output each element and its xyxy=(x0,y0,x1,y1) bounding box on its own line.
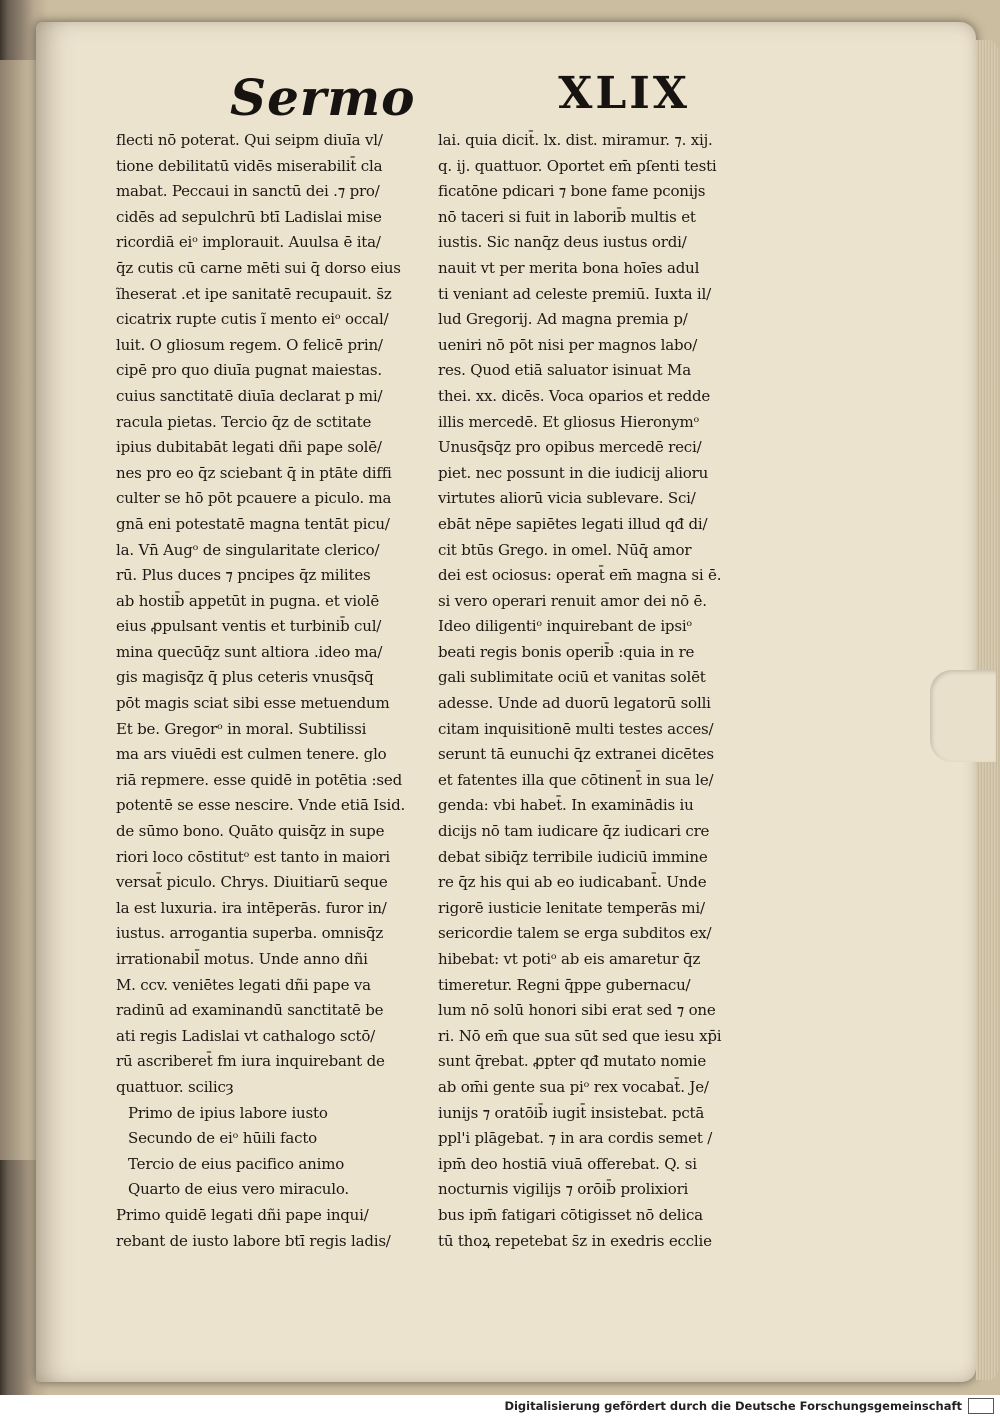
text-line: piet. nec possunt in die iudicij alioru xyxy=(438,463,709,482)
text-line: sericordie talem se erga subditos ex/ xyxy=(438,924,712,943)
text-line: gis magisq̄z q̄ plus ceteris vnusq̄sq̄ xyxy=(116,668,374,687)
text-line: iustus. arrogantia superba. omnisq̄z xyxy=(116,924,384,943)
text-line: Et be. Gregorᵒ in moral. Subtilissi xyxy=(116,719,367,738)
text-line: ti veniant ad celeste premiū. Iuxta il/ xyxy=(438,284,711,303)
text-line: re q̄z his qui ab eo iudicabant̄. Unde xyxy=(438,873,707,892)
text-line: debat sibiq̄z terribile iudiciū immine xyxy=(438,847,708,866)
text-line: cit btūs Grego. in omel. Nūq̄ amor xyxy=(438,540,692,559)
text-line: versat̄ piculo. Chrys. Diuitiarū seque xyxy=(116,873,388,892)
footer-bar xyxy=(0,1395,1000,1417)
text-line: nō taceri si fuit in laborib̄ multis et xyxy=(438,207,696,226)
text-line: riori loco cōstitutᵒ est tanto in maiori xyxy=(116,847,390,866)
text-line: potentē se esse nescire. Vnde etiā Isid. xyxy=(116,796,406,815)
text-line: rū. Plus duces ⁊ pncipes q̄z milites xyxy=(116,566,371,585)
text-line: cuius sanctitatē diuīa declarat p mi/ xyxy=(116,386,383,405)
text-line: tione debilitatū vidēs miserabilit̄ cla xyxy=(116,156,383,175)
text-line: radinū ad examinandū sanctitatē be xyxy=(116,1001,384,1020)
text-line: serunt tā eunuchi q̄z extranei dicētes xyxy=(438,745,714,764)
text-line: ri. Nō em̄ que sua sūt sed que iesu xp̄i xyxy=(438,1026,722,1045)
page-header xyxy=(230,68,690,128)
list-item: Tercio de eius pacifico animo xyxy=(128,1154,345,1173)
text-line: cicatrix rupte cutis ĩ mento eiᵒ occal/ xyxy=(116,310,389,329)
text-line: ricordiā eiᵒ implorauit. Auulsa ē ita/ xyxy=(116,233,381,252)
text-line: gali sublimitate ociū et vanitas solēt xyxy=(438,668,706,687)
text-line: iustis. Sic nanq̄z deus iustus ordi/ xyxy=(438,233,687,252)
text-line: ĩheserat .et ipe sanitatē recupauit. s̄z xyxy=(116,284,392,303)
text-line: dei est ociosus: operat̄ em̄ magna si ē. xyxy=(438,566,722,585)
text-line: et fatentes illa que cōtinent̄ in sua le/ xyxy=(438,770,714,789)
text-line: tū thoꝝ repetebat s̄z in exedris ecclie xyxy=(438,1231,712,1250)
right-column xyxy=(438,128,768,1254)
text-line: dicijs nō tam iudicare q̄z iudicari cre xyxy=(438,822,710,841)
text-line: irrationabil̄ motus. Unde anno dñi xyxy=(116,950,368,968)
text-line: virtutes aliorū vicia sublevare. Sci/ xyxy=(438,489,696,508)
text-line: flecti nō poterat. Qui seipm diuīa vl/ xyxy=(116,131,383,149)
text-line: bus ipm̄ fatigari cōtigisset nō delica xyxy=(438,1205,703,1224)
text-line: q. ij. quattuor. Oportet em̄ pſenti testi xyxy=(438,156,717,175)
list-item: Quarto de eius vero miraculo. xyxy=(128,1180,349,1199)
text-line: riā repmere. esse quidē in potētia :sed xyxy=(116,770,402,789)
text-line: mabat. Peccaui in sanctū dei .⁊ pro/ xyxy=(116,182,380,201)
text-line: eius ꝓpulsant ventis et turbinib̄ cul/ xyxy=(116,617,382,636)
funding-notice: Digitalisierung gefördert durch die Deutsche Forschungsgemeinschaft xyxy=(504,1399,962,1413)
text-line: citam inquisitionē multi testes acces/ xyxy=(438,719,714,738)
text-line: nocturnis vigilijs ⁊ orōib̄ prolixiori xyxy=(438,1180,689,1199)
text-line: la est luxuria. ira intēperās. furor in/ xyxy=(116,898,387,917)
text-line: gnā eni potestatē magna tentāt picu/ xyxy=(116,514,390,533)
text-line: ab hostib̄ appetūt in pugna. et violē xyxy=(116,591,380,610)
text-line: ebāt nēpe sapiētes legati illud qđ di/ xyxy=(438,514,708,533)
list-item: Secundo de eiᵒ hūili facto xyxy=(128,1129,317,1148)
text-line: Ideo diligentiᵒ inquirebant de ipsiᵒ xyxy=(438,617,692,636)
text-line: timeretur. Regni q̄ppe gubernacu/ xyxy=(438,975,691,994)
text-line: thei. xx. dicēs. Voca oparios et redde xyxy=(438,386,711,405)
text-line: beati regis bonis operib̄ :quia in re xyxy=(438,642,695,661)
text-line: luit. O gliosum regem. O felicē prin/ xyxy=(116,335,383,354)
running-title: Sermo xyxy=(230,68,416,127)
text-line: culter se hō pōt pcauere a piculo. ma xyxy=(116,489,392,508)
text-line: ppl'i plāgebat. ⁊ in ara cordis semet / xyxy=(438,1129,713,1148)
text-line: si vero operari renuit amor dei nō ē. xyxy=(438,591,707,610)
text-line: lum nō solū honori sibi erat sed ⁊ one xyxy=(438,1001,716,1020)
folio-number: XLIX xyxy=(558,68,690,119)
text-line: sunt q̄rebat. ꝓpter qđ mutato nomie xyxy=(438,1052,707,1071)
text-line: ipius dubitabāt legati dñi pape solē/ xyxy=(116,438,382,457)
text-line: ma ars viuēdi est culmen tenere. glo xyxy=(116,745,387,764)
text-line: iunijs ⁊ oratōib̄ iugit̄ insistebat. pctā xyxy=(438,1103,705,1122)
text-line: nes pro eo q̄z sciebant q̄ in ptāte diffi xyxy=(116,463,392,482)
list-item: Primo de ipius labore iusto xyxy=(128,1103,328,1122)
text-line: ipm̄ deo hostiā viuā offerebat. Q. si xyxy=(438,1154,697,1173)
text-line: ab om̄i gente sua piᵒ rex vocabat̄. Je/ xyxy=(438,1077,709,1096)
text-line: hibebat: vt potiᵒ ab eis amaretur q̄z xyxy=(438,950,701,968)
text-line: la. Vn̄ Augᵒ de singularitate clerico/ xyxy=(116,540,380,559)
previous-page-edge xyxy=(0,60,40,1160)
text-line: M. ccv. veniētes legati dñi pape va xyxy=(116,975,371,994)
text-line: mina quecūq̄z sunt altiora .ideo ma/ xyxy=(116,642,383,661)
text-line: res. Quod etiā saluator isinuat Ma xyxy=(438,361,691,380)
text-line: racula pietas. Tercio q̄z de sctitate xyxy=(116,412,372,431)
text-line: adesse. Unde ad duorū legatorū solli xyxy=(438,694,711,713)
text-line: rebant de iusto labore btī regis ladis/ xyxy=(116,1231,391,1250)
text-line: genda: vbi habet̄. In examinādis iu xyxy=(438,796,694,815)
text-line: cipē pro quo diuīa pugnat maiestas. xyxy=(116,361,382,380)
text-line: Primo quidē legati dñi pape inqui/ xyxy=(116,1205,369,1224)
dfg-logo xyxy=(968,1398,994,1414)
text-line: lai. quia dicit̄. lx. dist. miramur. ⁊. xij. xyxy=(438,131,713,149)
text-line: de sūmo bono. Quāto quisq̄z in supe xyxy=(116,822,385,841)
text-line: quattuor. scilicȝ xyxy=(116,1077,234,1096)
text-line: ati regis Ladislai vt cathalogo sctō/ xyxy=(116,1026,376,1045)
text-line: rū ascriberet̄ fm iura inquirebant de xyxy=(116,1052,385,1071)
text-line: cidēs ad sepulchrū btī Ladislai mise xyxy=(116,207,382,226)
text-line: pōt magis sciat sibi esse metuendum xyxy=(116,694,390,713)
text-line: q̄z cutis cū carne mēti sui q̄ dorso eius xyxy=(116,258,401,277)
text-line: illis mercedē. Et gliosus Hieronymᵒ xyxy=(438,412,700,431)
text-line: ueniri nō pōt nisi per magnos labo/ xyxy=(438,335,698,354)
text-line: lud Gregorij. Ad magna premia p/ xyxy=(438,310,688,329)
text-line: rigorē iusticie lenitate temperās mi/ xyxy=(438,898,705,917)
text-line: ficatōne pdicari ⁊ bone fame pconijs xyxy=(438,182,706,201)
page-clip xyxy=(930,670,996,762)
left-column xyxy=(116,128,434,1254)
text-line: nauit vt per merita bona hoīes adul xyxy=(438,258,700,277)
text-line: Unusq̄sq̄z pro opibus mercedē reci/ xyxy=(438,438,702,457)
